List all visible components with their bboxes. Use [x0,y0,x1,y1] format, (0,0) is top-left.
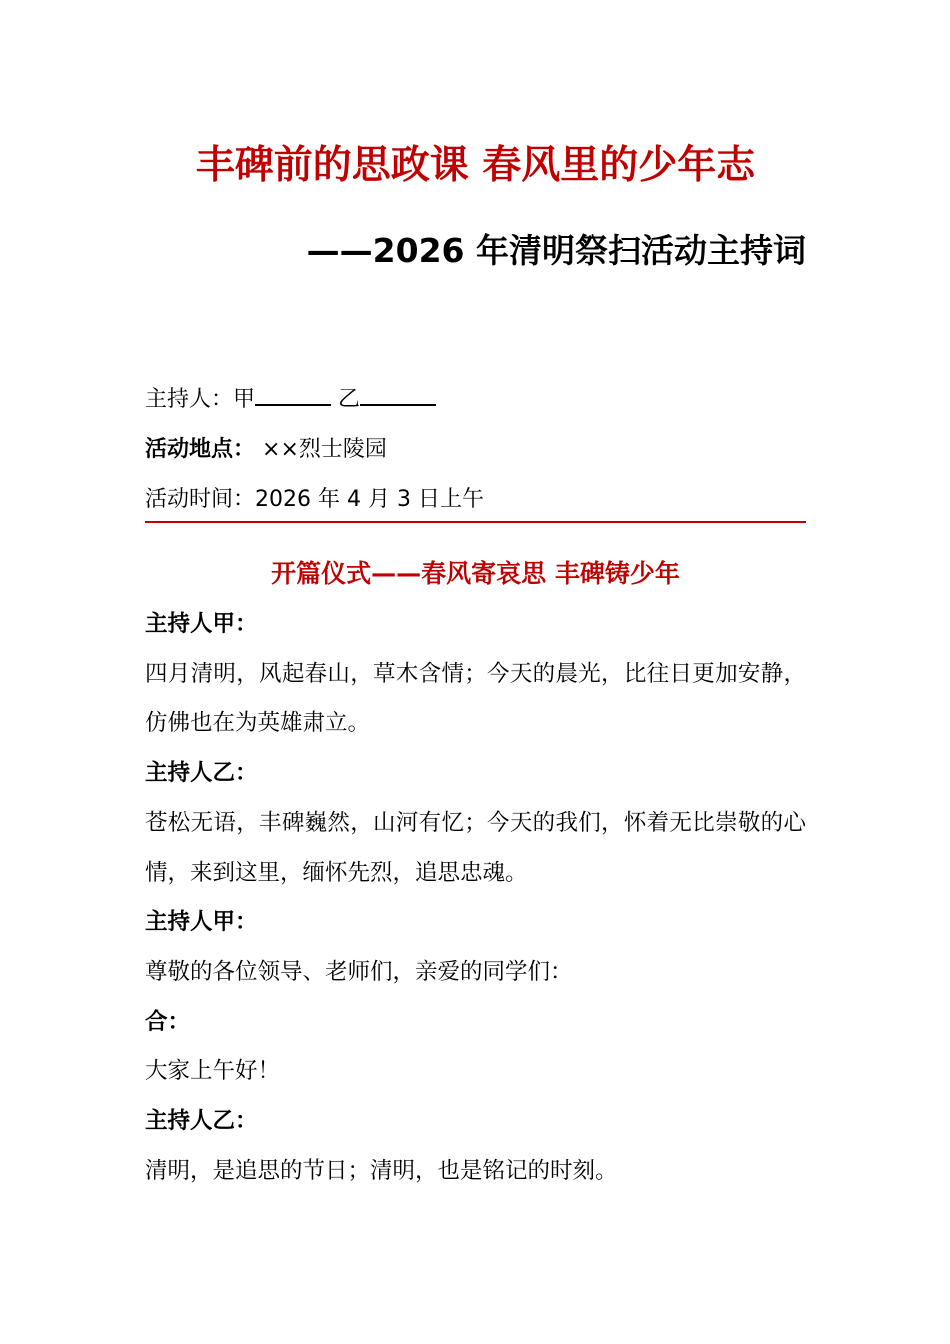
speech-paragraph: 四月清明，风起春山，草木含情；今天的晨光，比往日更加安静，仿佛也在为英雄肃立。 [145,660,806,737]
speech-paragraph: 苍松无语，丰碑巍然，山河有忆；今天的我们，怀着无比崇敬的心情，来到这里，缅怀先烈，追思忠魂。 [145,809,806,886]
host-b-label: 乙 [338,387,361,412]
speech-paragraph: 尊敬的各位领导、老师们，亲爱的同学们： [145,958,573,985]
hosts-label: 主持人： [145,387,234,412]
venue-label: 活动地点： [145,437,256,462]
venue-line [145,425,806,475]
speaker-label: 主持人乙： [145,1108,258,1135]
time-label: 活动时间： [145,487,256,512]
speaker-label: 主持人甲： [145,611,258,637]
venue-value: ××烈士陵园 [262,437,387,462]
speaker-label: 合： [145,1008,191,1035]
time-value: 2026 年 4 月 3 日上午 [255,487,484,512]
red-divider [145,521,806,523]
hosts-line [145,375,806,425]
document-subtitle: ——2026 年清明祭扫活动主持词 [306,231,806,270]
speaker-label: 主持人乙： [145,760,258,787]
time-line [145,475,806,525]
event-info [145,375,806,525]
host-a-label: 甲 [233,387,256,412]
speaker-label: 主持人甲： [145,909,258,936]
speech-paragraph: 大家上午好！ [145,1058,281,1085]
speech-paragraph: 清明，是追思的节日；清明，也是铭记的时刻。 [145,1157,618,1184]
host-a-blank [255,382,331,406]
host-b-blank [360,382,436,406]
script-content [145,600,806,1196]
section-title: 开篇仪式——春风寄哀思 丰碑铸少年 [271,559,680,588]
document-title: 丰碑前的思政课 春风里的少年志 [195,143,756,188]
